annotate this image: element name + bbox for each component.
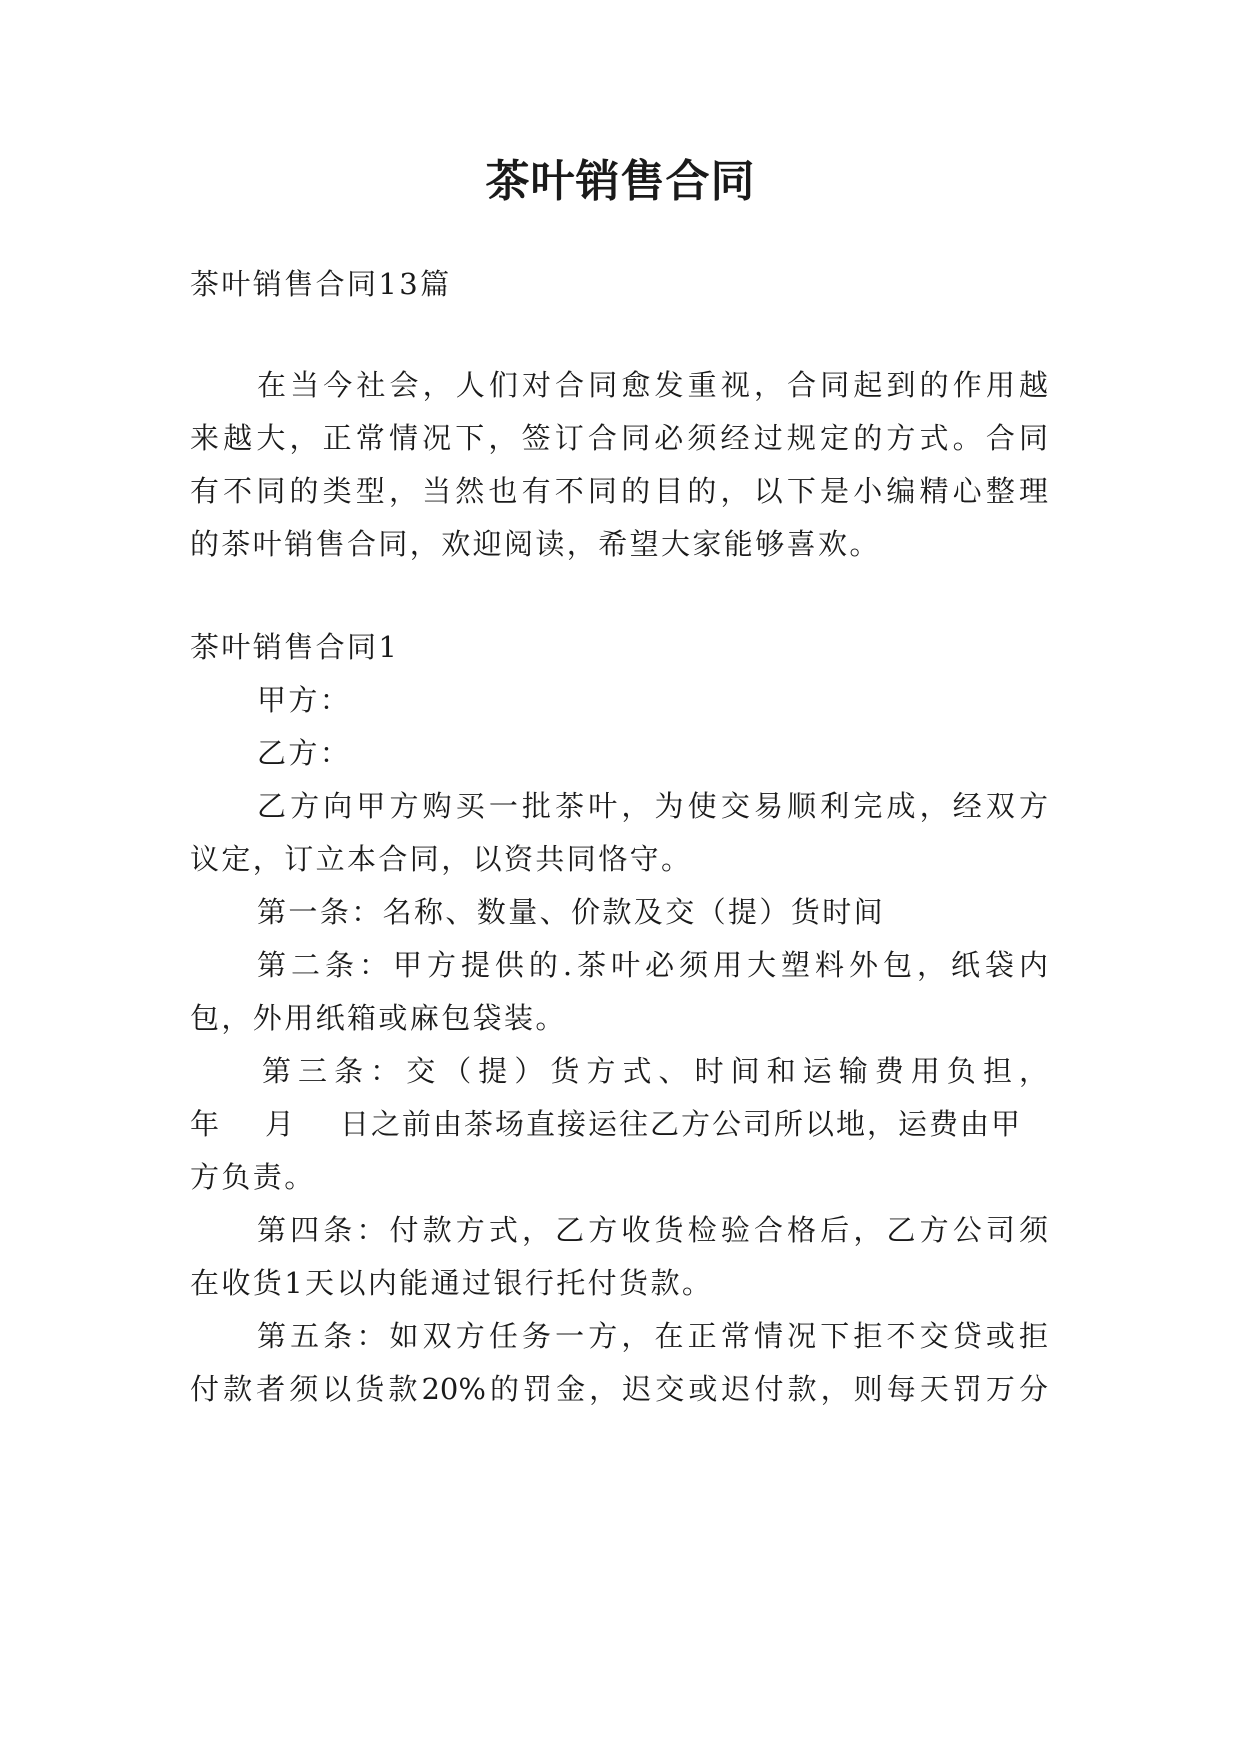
document-subtitle: 茶叶销售合同13篇 — [190, 267, 452, 301]
preamble-line: 乙方向甲方购买一批茶叶，为使交易顺利完成，经双方 — [257, 789, 1048, 823]
article-3-line — [190, 1104, 1022, 1144]
month-label: 月 — [265, 1107, 297, 1141]
article-2-line: 包，外用纸箱或麻包袋装。 — [190, 1001, 567, 1035]
intro-line: 的茶叶销售合同，欢迎阅读，希望大家能够喜欢。 — [190, 527, 881, 561]
article-4-line: 第四条：付款方式，乙方收货检验合格后，乙方公司须 — [257, 1213, 1048, 1247]
article-2-line: 第二条：甲方提供的.茶叶必须用大塑料外包，纸袋内 — [257, 948, 1048, 982]
article-4-line: 在收货1天以内能通过银行托付货款。 — [190, 1266, 714, 1300]
preamble-line: 议定，订立本合同，以资共同恪守。 — [190, 842, 693, 876]
intro-line: 来越大，正常情况下，签订合同必须经过规定的方式。合同 — [190, 421, 1048, 455]
article-5-line: 第五条：如双方任务一方，在正常情况下拒不交贷或拒 — [257, 1319, 1048, 1353]
party-a-label: 甲方： — [257, 683, 352, 717]
section-heading: 茶叶销售合同1 — [190, 630, 400, 664]
year-label: 年 — [190, 1107, 222, 1141]
article-3-line: 第三条：交（提）货方式、时间和运输费用负担， — [262, 1054, 1048, 1088]
intro-line: 有不同的类型，当然也有不同的目的，以下是小编精心整理 — [190, 474, 1048, 508]
article-5-line: 付款者须以货款20%的罚金，迟交或迟付款，则每天罚万分 — [190, 1372, 1048, 1406]
document-title: 茶叶销售合同 — [485, 156, 756, 207]
article-3-line: 方负责。 — [190, 1160, 316, 1194]
article-1: 第一条：名称、数量、价款及交（提）货时间 — [257, 895, 886, 929]
day-clause: 日之前由茶场直接运往乙方公司所以地，运费由甲 — [340, 1107, 1023, 1141]
party-b-label: 乙方： — [257, 736, 352, 770]
intro-line: 在当今社会，人们对合同愈发重视，合同起到的作用越 — [257, 368, 1048, 402]
